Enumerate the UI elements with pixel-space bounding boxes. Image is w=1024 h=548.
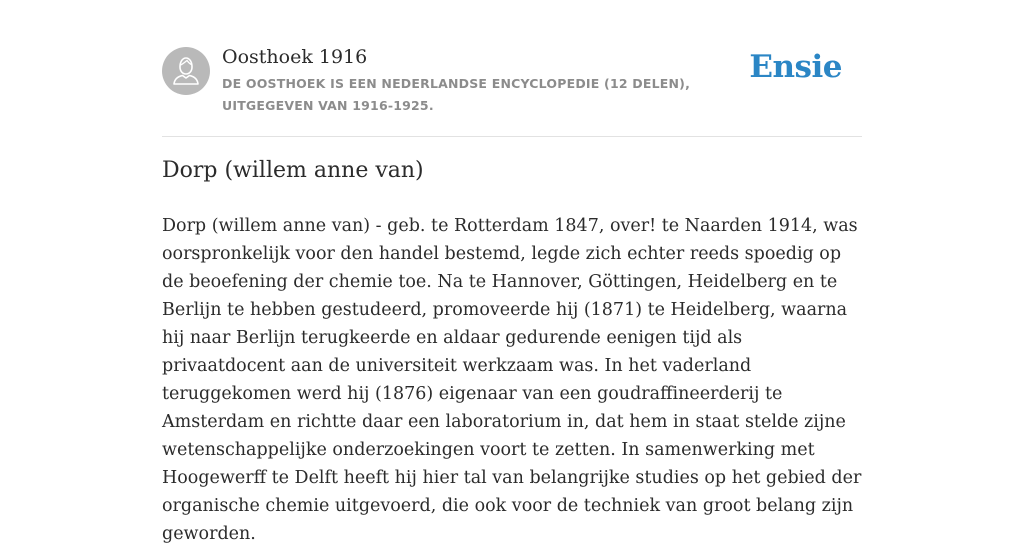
source-header xyxy=(162,44,862,137)
user-icon xyxy=(162,47,210,95)
source-title[interactable]: Oosthoek 1916 xyxy=(222,46,368,68)
brand-logo-link[interactable]: Ensie xyxy=(749,49,842,85)
avatar[interactable] xyxy=(162,47,210,95)
entry-body: Dorp (willem anne van) - geb. te Rotterdam 1847, over! te Naarden 1914, was oorspronkelijk voor den handel bestemd, legde zich echter reeds spoedig op de beoefening der chemie toe. Na te Hannover, Göttingen, Heidelberg en te Berlijn te hebben gestudeerd, promoveerde hij (1871) te Heidelberg, waarna hij naar Berlijn terugkeerde en aldaar gedurende eenigen tijd als privaatdocent aan de universiteit werkzaam was. In het vaderland teruggekomen werd hij (1876) eigenaar van een goudraffineerderij te Amsterdam en richtte daar een laboratorium in, dat hem in staat stelde zijne wetenschappelijke onderzoekingen voort te zetten. In samenwerking met Hoogewerff te Delft heeft hij hier tal van belangrijke studies op het gebied der organische chemie uitgevoerd, die ook voor de techniek van groot belang zijn geworden. xyxy=(162,216,862,544)
source-description: DE OOSTHOEK IS EEN NEDERLANDSE ENCYCLOPEDIE (12 DELEN), UITGEGEVEN VAN 1916-1925. xyxy=(222,76,691,113)
entry-title: Dorp (willem anne van) xyxy=(162,158,424,183)
